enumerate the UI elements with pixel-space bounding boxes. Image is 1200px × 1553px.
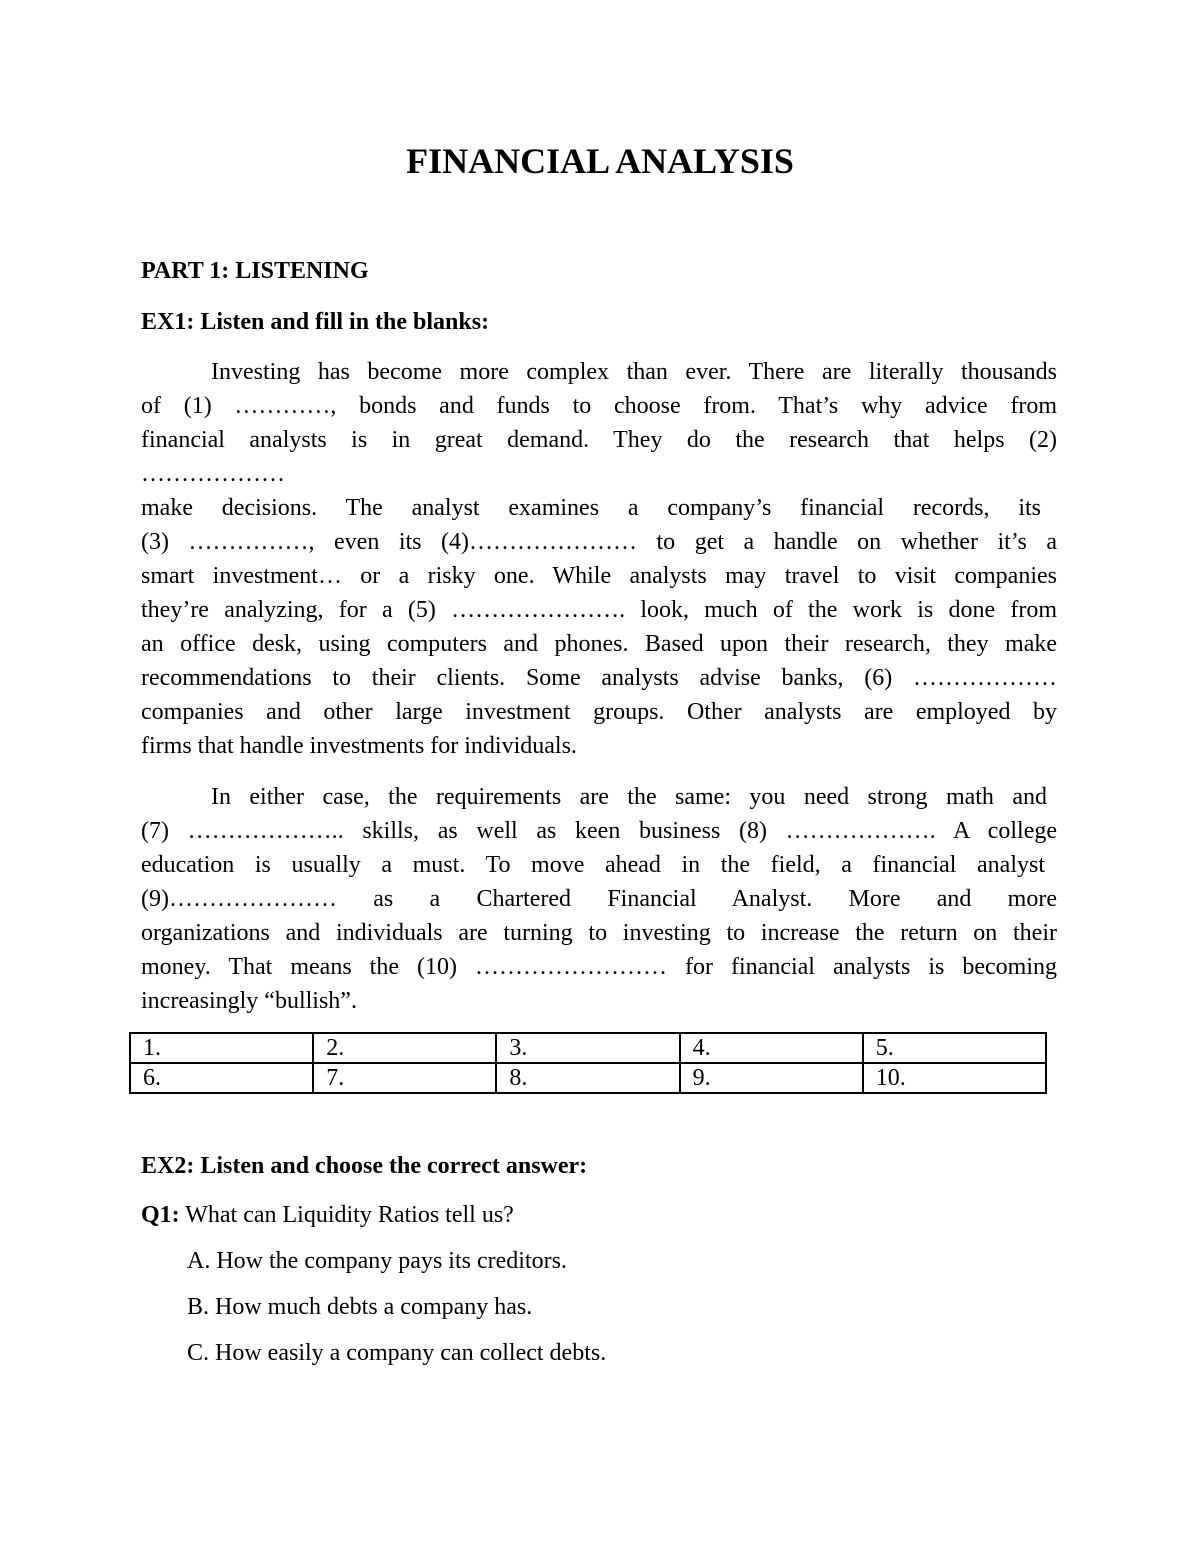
answer-cell[interactable]: 3. [496, 1033, 679, 1063]
answer-cell[interactable]: 10. [863, 1063, 1046, 1093]
paragraph-line: financial analysts is in great demand. They do the research that helps (2) [141, 427, 1057, 453]
answer-cell[interactable]: 1. [130, 1033, 313, 1063]
answer-cell[interactable]: 2. [313, 1033, 496, 1063]
table-row [130, 1033, 1046, 1063]
table-row [130, 1063, 1046, 1093]
paragraph-line: (9)………………… as a Chartered Financial Analyst. More and more [141, 886, 1057, 912]
option-b[interactable]: B. How much debts a company has. [187, 1294, 533, 1320]
paragraph-line: (3) ……………, even its (4)………………… to get a handle on whether it’s a [141, 529, 1057, 555]
paragraph-line: In either case, the requirements are the same: you need strong math and [211, 784, 1047, 810]
paragraph-line: ……………… [141, 461, 285, 487]
paragraph-line: education is usually a must. To move ahead in the field, a financial analyst [141, 852, 1045, 878]
answer-cell[interactable]: 7. [313, 1063, 496, 1093]
paragraph-line: Investing has become more complex than ever. There are literally thousands [211, 359, 1057, 385]
paragraph-line: smart investment… or a risky one. While analysts may travel to visit companies [141, 563, 1057, 589]
paragraph-line: they’re analyzing, for a (5) …………………. look, much of the work is done from [141, 597, 1057, 623]
paragraph-line: organizations and individuals are turning to investing to increase the return on their [141, 920, 1057, 946]
question-label: Q1: [141, 1202, 180, 1228]
paragraph-line: increasingly “bullish”. [141, 988, 357, 1014]
paragraph-line: of (1) …………, bonds and funds to choose from. That’s why advice from [141, 393, 1057, 419]
option-c[interactable]: C. How easily a company can collect debts. [187, 1340, 607, 1366]
answer-table [129, 1032, 1047, 1094]
answer-cell[interactable]: 4. [680, 1033, 863, 1063]
answer-cell[interactable]: 9. [680, 1063, 863, 1093]
answer-cell[interactable]: 8. [496, 1063, 679, 1093]
answer-cell[interactable]: 5. [863, 1033, 1046, 1063]
paragraph-line: make decisions. The analyst examines a company’s financial records, its [141, 495, 1041, 521]
paragraph-line: money. That means the (10) …………………… for financial analysts is becoming [141, 954, 1057, 980]
document-title: FINANCIAL ANALYSIS [406, 141, 794, 181]
paragraph-line: firms that handle investments for individuals. [141, 733, 577, 759]
paragraph-line: companies and other large investment groups. Other analysts are employed by [141, 699, 1057, 725]
paragraph-line: (7) ……………….. skills, as well as keen business (8) ………………. A college [141, 818, 1057, 844]
ex2-heading: EX2: Listen and choose the correct answer: [141, 1153, 588, 1179]
paragraph-line: recommendations to their clients. Some analysts advise banks, (6) ……………… [141, 665, 1057, 691]
answer-cell[interactable]: 6. [130, 1063, 313, 1093]
part1-heading: PART 1: LISTENING [141, 258, 369, 284]
question-1 [141, 1202, 514, 1229]
ex1-heading: EX1: Listen and fill in the blanks: [141, 309, 490, 335]
question-text: What can Liquidity Ratios tell us? [179, 1202, 514, 1228]
paragraph-line: an office desk, using computers and phones. Based upon their research, they make [141, 631, 1057, 657]
option-a[interactable]: A. How the company pays its creditors. [187, 1248, 567, 1274]
